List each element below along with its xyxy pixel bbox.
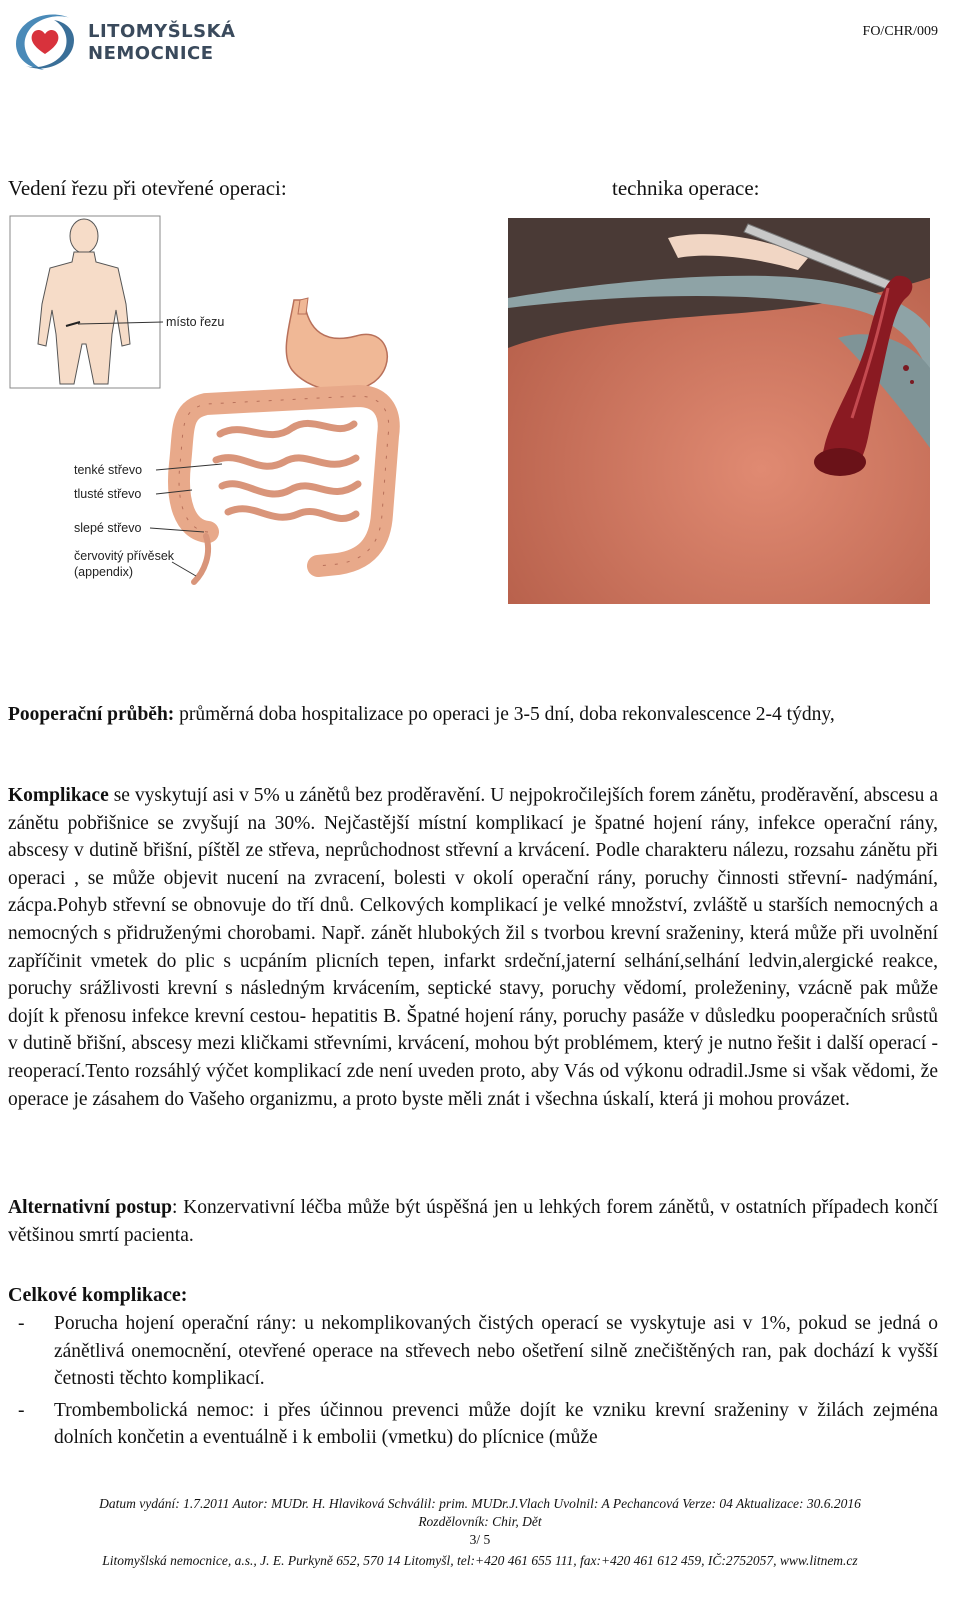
left-figure-caption: Vedení řezu při otevřené operaci:: [8, 176, 287, 200]
postop-paragraph: [8, 700, 938, 730]
cecum-label: slepé střevo: [74, 521, 142, 535]
list-item-text: Trombembolická nemoc: i přes účinnou prevenci může dojít ke vzniku krevní sraženiny v žilách zejména dolních končetin a eventuálně i k embolii (vmetku) do plícnice (může: [54, 1399, 938, 1449]
general-complications-heading: [8, 1282, 187, 1310]
right-figure-caption: technika operace:: [612, 176, 760, 200]
large-intestine-label: tlusté střevo: [74, 487, 142, 501]
alternative-paragraph: [8, 1194, 938, 1249]
complications-text: se vyskytují asi v 5% u zánětů bez proděravění. U nejpokročilejších forem zánětu, proděravění, abscesu a zánětu pobřišnice se zvyšují na 30%. Nejčastější místní komplikací je špatné hojení rány, infekce operační rány, abscesy v dutině břišní, píštěl ze střeva, neprůchodnost střevní a krvácení. Podle charakteru nálezu, rozsahu zánětu při operaci , se může objevit nucení na zvracení, bolesti v okolí operační rány, poruchy činnosti střevní- nadýmání, zácpa.Pohyb střevní se obnovuje do tří dnů. Celkových komplikací je velké množství, zvláště u starších nemocných a nemocných s přidruženými chorobami. Např. zánět hlubokých žil s tvorbou krevní sraženiny, která může při uvolnění zapříčinit vmetek do plic s ucpáním plicních tepen, infarkt srdeční,jaterní selhání,selhání ledvin,alergické reakce, poruchy srážlivosti krevní s následným krvácením, septické stavy, poruchy vědomí, proleženiny, vzácně pak může dojít k přenosu infekce krevní cestou- hepatitis B. Špatné hojení rány, poruchy pasáže v důsledku pooperačních srůstů v dutině břišní, abscesy mezi kličkami střevními, krvácení, mohou být problémem, který je nutno řešit i další operací - reoperací.Tento rozsáhlý výčet komplikací zde není uveden proto, aby Vás od výkonu odradil.Jsme si však vědomi, že operace je zásahem do Vašeho organizmu, a proto byste měli znát i všechna úskalí, která ji mohou provázet.: [8, 785, 938, 1110]
footer-metadata: Datum vydání: 1.7.2011 Autor: MUDr. H. Hlaviková Schválil: prim. MUDr.J.Vlach Uvolnil: A Pechancová Verze: 04 Aktualizace: 30.6.2016: [99, 1496, 861, 1511]
postop-text: průměrná doba hospitalizace po operaci je 3-5 dní, doba rekonvalescence 2-4 týdny,: [174, 704, 835, 725]
list-marker: -: [18, 1313, 25, 1334]
surgery-photo: [508, 218, 930, 604]
anatomy-diagram: [8, 214, 408, 604]
appendix-label-1: červovitý přívěsek: [74, 549, 175, 563]
general-complications-heading-text: Celkové komplikace:: [8, 1284, 188, 1306]
alternative-label: Alternativní postup: [8, 1197, 172, 1218]
complications-label: Komplikace: [8, 785, 109, 806]
page-number: 3/ 5: [469, 1532, 491, 1547]
list-item: [8, 1397, 938, 1452]
logo-name-line1: LITOMYŠLSKÁ: [88, 21, 236, 42]
incision-label: místo řezu: [166, 315, 225, 329]
complications-paragraph: [8, 782, 938, 1113]
general-complications-list: [8, 1310, 938, 1452]
body-outline-icon: [10, 216, 160, 388]
footer-address: Litomyšlská nemocnice, a.s., J. E. Purkyně 652, 570 14 Litomyšl, tel:+420 461 655 111, fax:+420 461 612 459, IČ:2752057, www.litnem.cz: [102, 1553, 858, 1568]
document-code: FO/CHR/009: [862, 24, 938, 39]
list-item-text: Porucha hojení operační rány: u nekomplikovaných čistých operací se vyskytuje asi v 1%, pokud se jedná o zánětlivá onemocnění, otevřené operace na střevech nebo ošetření silně znečištěných ran, pak dochází k vyšší četnosti těchto komplikací.: [54, 1313, 938, 1390]
small-intestine-label: tenké střevo: [74, 463, 143, 477]
appendix-icon: [194, 536, 208, 582]
list-marker: -: [18, 1399, 25, 1421]
appendix-label-2: (appendix): [74, 565, 134, 579]
small-intestine-icon: [216, 423, 358, 518]
hospital-logo: [8, 6, 236, 76]
logo-name-line2: NEMOCNICE: [88, 43, 214, 64]
alternative-text: : Konzervativní léčba může být úspěšná jen u lehkých forem zánětů, v ostatních případech končí většinou smrtí pacienta.: [8, 1197, 938, 1246]
postop-label: Pooperační průběh:: [8, 704, 175, 725]
footer-distribution: Rozdělovník: Chir, Dět: [418, 1514, 542, 1529]
list-item: [8, 1310, 938, 1393]
logo-emblem-icon: [8, 6, 82, 76]
